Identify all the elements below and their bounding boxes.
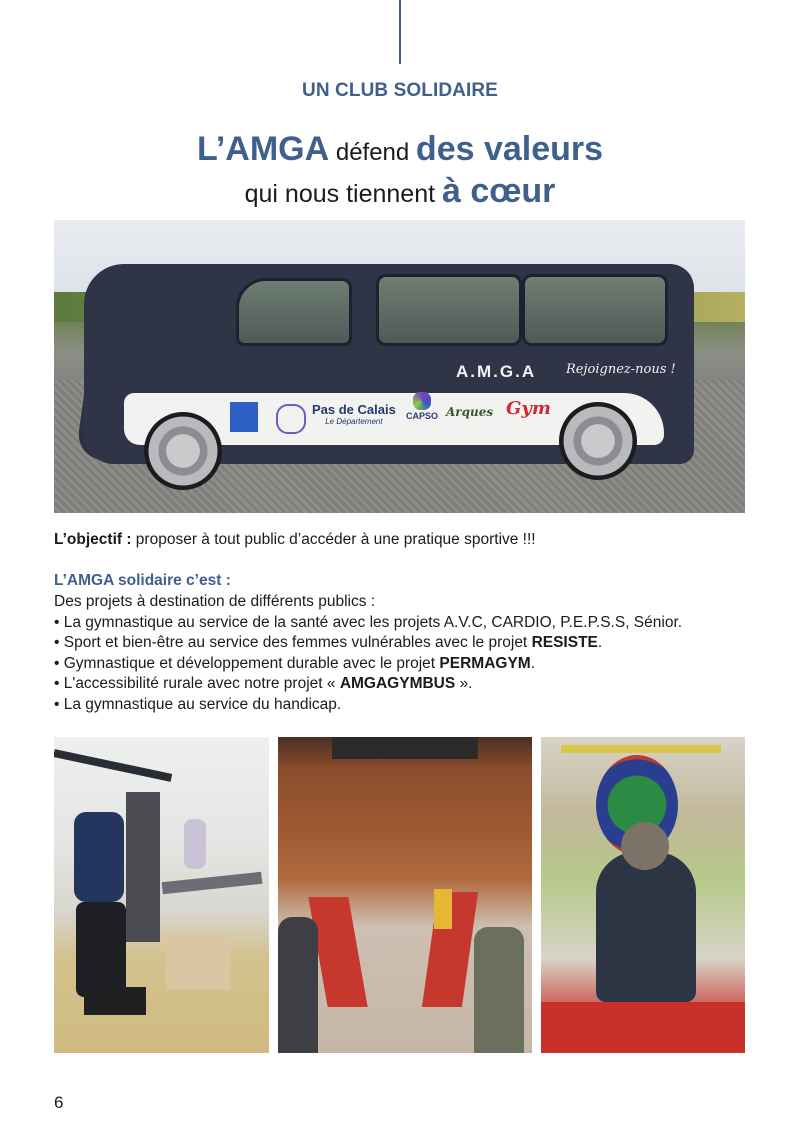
van-front-wheel (144, 412, 222, 490)
page-title-line-2 (0, 172, 800, 213)
logo-arques: Arques (446, 405, 494, 419)
logo-pas-de-calais-label: Pas de Calais (312, 402, 396, 417)
person-shirt (74, 812, 124, 902)
yellow-frame (561, 745, 721, 753)
title-defend: défend (329, 139, 416, 166)
child-right (474, 927, 524, 1053)
adapted-gym-photo (541, 737, 745, 1053)
van-rear-wheel (559, 402, 637, 480)
van-rear-window (522, 274, 668, 346)
capso-mark-icon (413, 392, 431, 410)
van-brand-text: A.M.G.A (456, 362, 537, 381)
van-front-window (236, 278, 352, 346)
gym-photo (54, 737, 269, 1053)
objectif-label: L’objectif : (54, 531, 132, 548)
list-item-text: Sport et bien-être au service des femmes vulnérables avec le projet (63, 634, 532, 651)
hall-ceiling (332, 737, 478, 759)
section-kicker: UN CLUB SOLIDAIRE (302, 80, 498, 101)
pullup-bar (54, 749, 172, 782)
logo-gym: Gym (506, 398, 551, 419)
title-des-valeurs: des valeurs (415, 130, 604, 168)
person-head (621, 822, 669, 870)
list-item-text: L'accessibilité rurale avec notre projet « (63, 675, 340, 692)
logo-capso (406, 392, 438, 421)
logo-fondation-de-france (230, 402, 258, 432)
list-item (54, 695, 682, 716)
title-qui-nous-tiennent: qui nous tiennent (244, 180, 443, 208)
step-platform (84, 987, 146, 1015)
list-item (54, 674, 682, 695)
list-item-text: Gymnastique et développement durable avec le projet (63, 654, 440, 672)
list-item-suffix: . (597, 634, 603, 651)
project-list (54, 613, 682, 716)
list-item (54, 654, 682, 675)
project-name-resiste: RESISTE (531, 634, 598, 651)
list-item-suffix: . (530, 654, 536, 672)
project-name-amgagymbus: AMGAGYMBUS (339, 675, 456, 692)
person-trousers (76, 902, 126, 997)
list-item (54, 613, 682, 634)
objectif-paragraph (54, 530, 536, 551)
list-item-text: La gymnastique au service de la santé avec les projets A.V.C, CARDIO, P.E.P.S.S, Sénior. (63, 613, 683, 631)
page-number: 6 (54, 1093, 64, 1112)
wooden-box (166, 932, 230, 990)
decorative-vertical-line (399, 0, 401, 64)
gym-machine (126, 792, 160, 942)
title-amga: L’AMGA (196, 130, 330, 168)
van-slogan: Rejoignez-nous ! (566, 362, 676, 377)
logo-pas-de-calais (312, 402, 396, 426)
van-middle-window (376, 274, 522, 346)
logo-hauts-de-france (276, 404, 306, 434)
red-mat (541, 1002, 745, 1053)
solidaire-list-block (54, 592, 682, 715)
gym-hall-photo (278, 737, 532, 1053)
logo-capso-label: CAPSO (406, 411, 439, 421)
solidaire-intro: Des projets à destination de différents publics : (54, 593, 376, 610)
project-name-permagym: PERMAGYM (439, 654, 531, 672)
yellow-block (434, 889, 452, 929)
treadmill (162, 872, 263, 894)
child-left (278, 917, 318, 1053)
list-item (54, 633, 682, 654)
runner (184, 819, 206, 869)
logo-pas-de-calais-sub: Le Département (325, 417, 383, 426)
solidaire-heading: L’AMGA solidaire c’est : (54, 572, 231, 589)
van-photo (54, 220, 745, 513)
page-title-line-1 (0, 128, 800, 174)
title-a-coeur: à cœur (442, 172, 556, 210)
list-item-suffix: ». (455, 675, 473, 692)
list-item-text: La gymnastique au service du handicap. (63, 695, 342, 713)
person-hoodie (596, 852, 696, 1002)
objectif-text: proposer à tout public d’accéder à une pratique sportive !!! (131, 531, 536, 548)
